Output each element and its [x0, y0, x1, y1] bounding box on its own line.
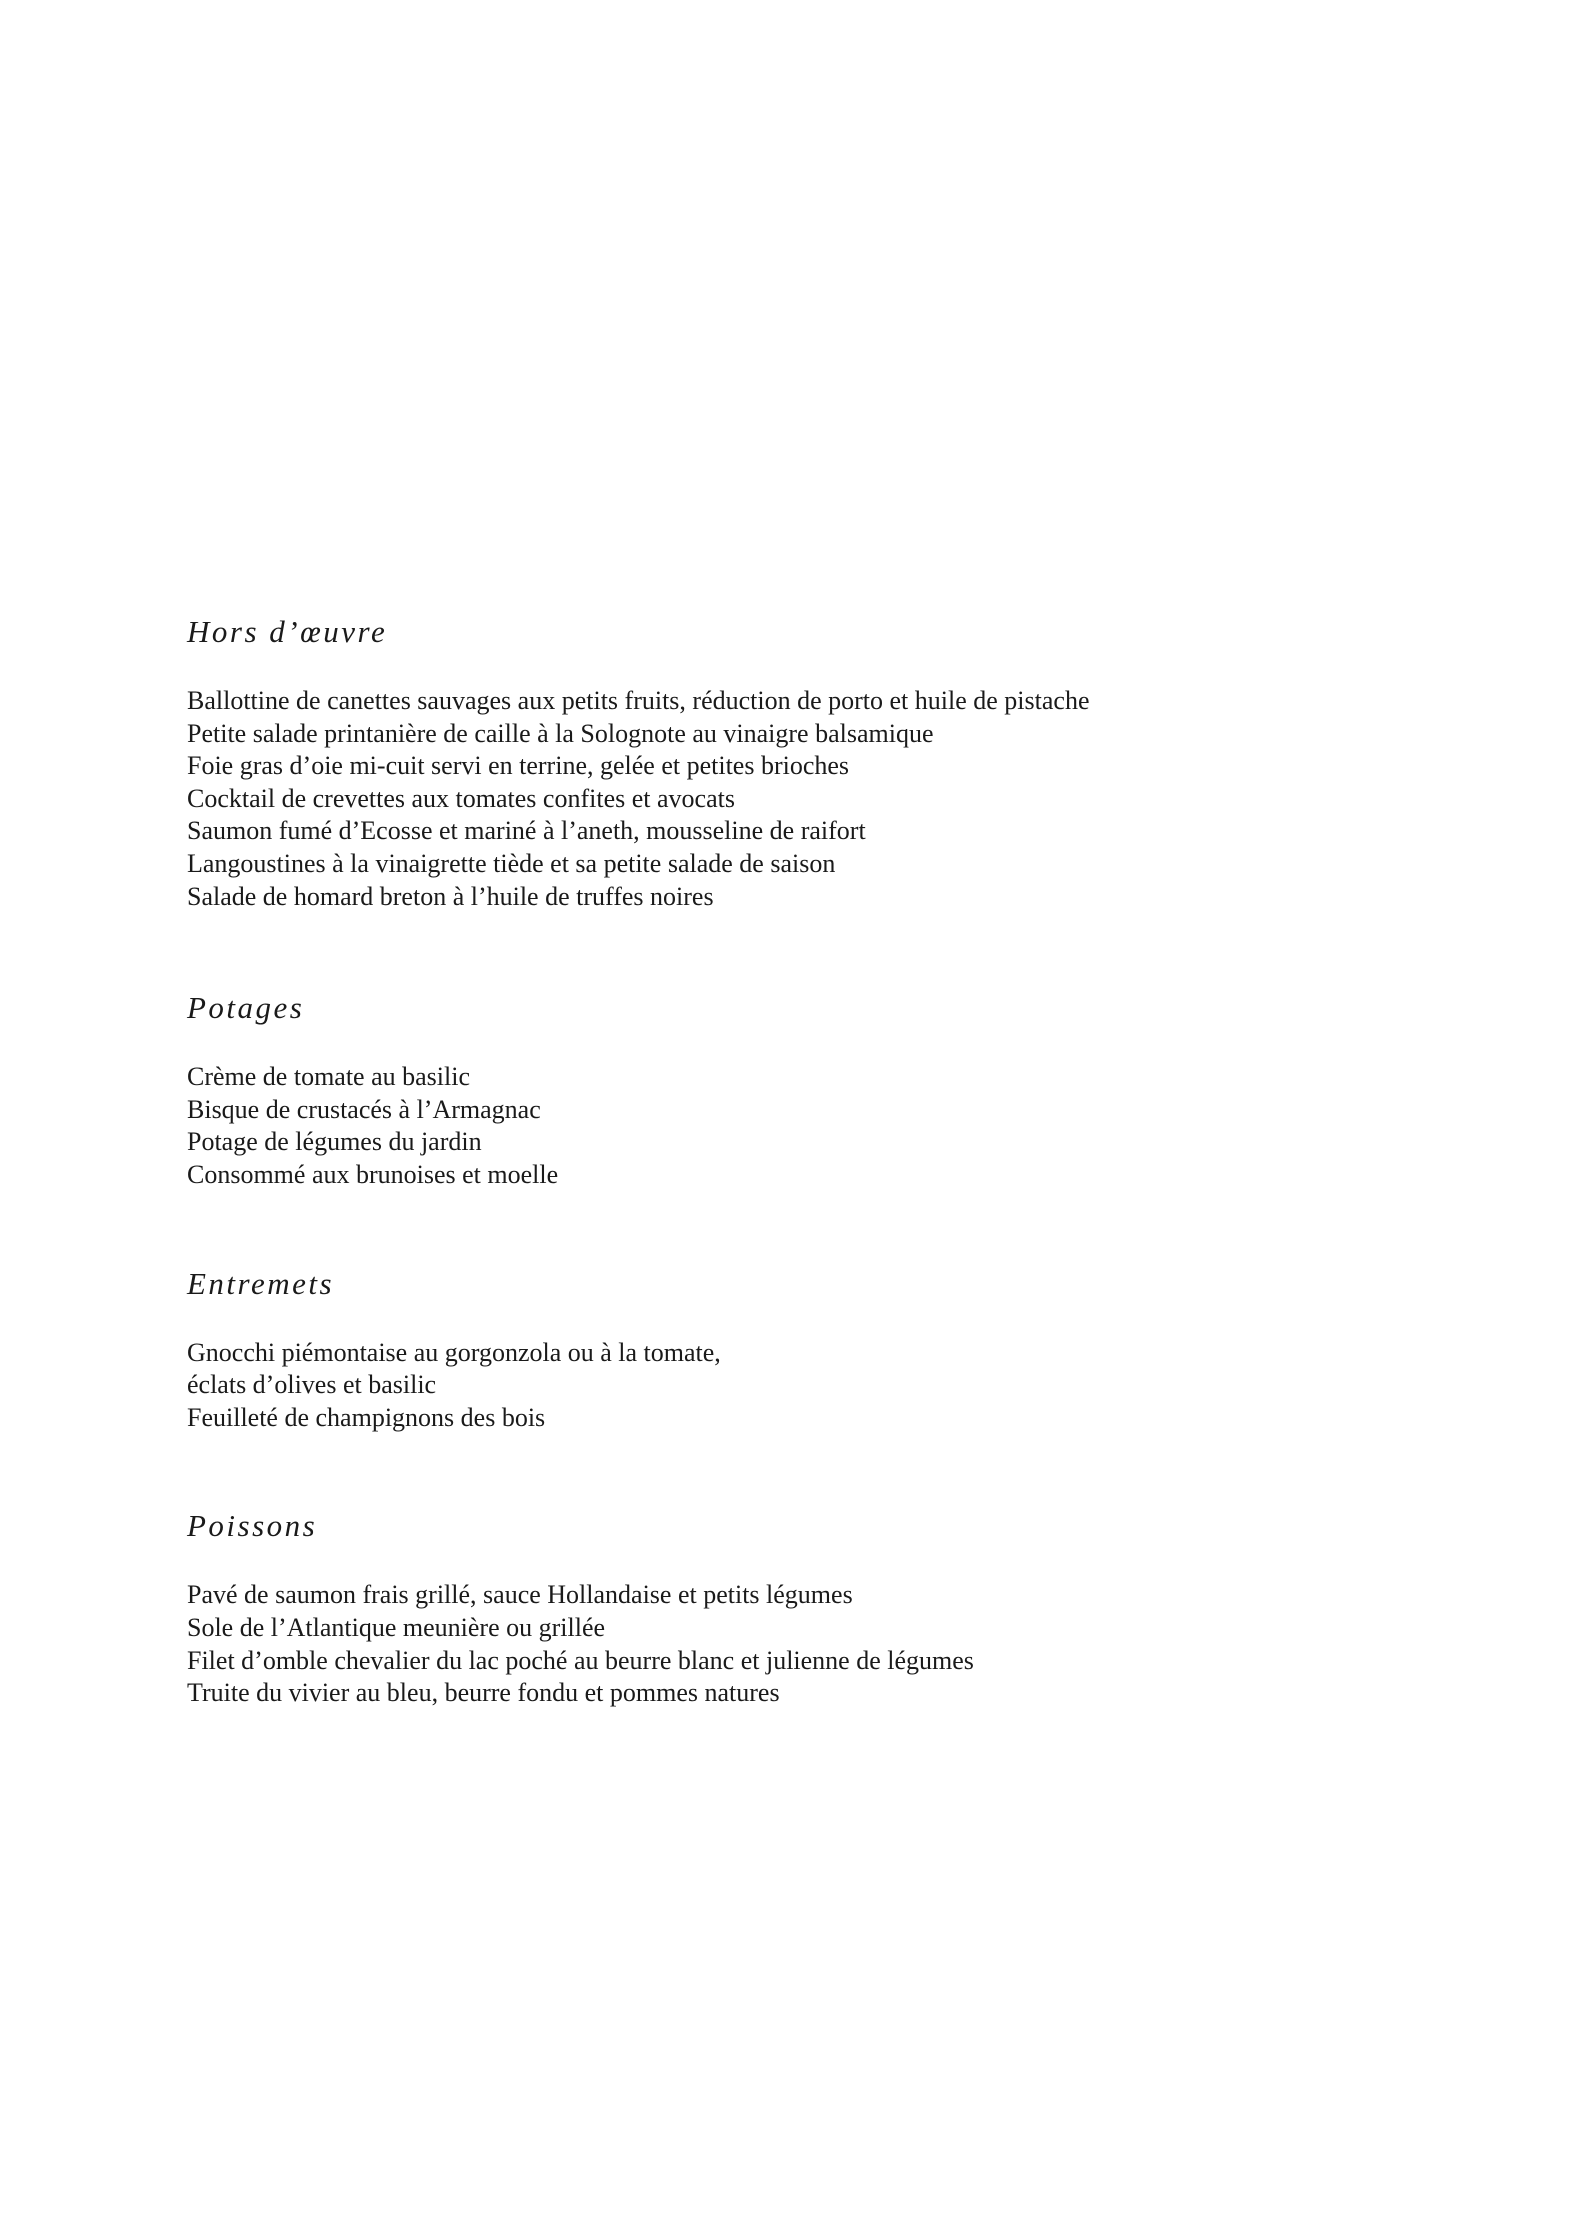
menu-item: Sole de l’Atlantique meunière ou grillée: [187, 1612, 606, 1642]
menu-item: Pavé de saumon frais grillé, sauce Hollandaise et petits légumes: [187, 1580, 853, 1610]
item-list: [187, 685, 1387, 913]
item-list: [187, 1061, 1387, 1191]
menu-item: Potage de légumes du jardin: [187, 1127, 482, 1157]
section-entremets: [187, 1264, 1387, 1435]
section-poissons: [187, 1506, 1387, 1709]
section-title: Hors d’œuvre: [187, 614, 388, 649]
item-list: [187, 1337, 1387, 1435]
menu-item: Gnocchi piémontaise au gorgonzola ou à la tomate,: [187, 1337, 721, 1367]
menu-item: Truite du vivier au bleu, beurre fondu et pommes natures: [187, 1678, 780, 1708]
section-potages: [187, 988, 1387, 1191]
menu-item: Petite salade printanière de caille à la Solognote au vinaigre balsamique: [187, 718, 934, 748]
section-title: Entremets: [187, 1265, 335, 1301]
menu-item: Saumon fumé d’Ecosse et mariné à l’aneth, mousseline de raifort: [187, 816, 866, 846]
menu-item: Ballottine de canettes sauvages aux petits fruits, réduction de porto et huile de pistache: [187, 686, 1090, 715]
section-hors-doeuvre: [187, 612, 1387, 913]
menu-item: Bisque de crustacés à l’Armagnac: [187, 1094, 541, 1124]
menu-item: Salade de homard breton à l’huile de truffes noires: [187, 881, 714, 911]
section-title: Poissons: [187, 1508, 318, 1544]
menu-item: Cocktail de crevettes aux tomates confites et avocats: [187, 783, 735, 813]
menu-item: Feuilleté de champignons des bois: [187, 1402, 546, 1432]
menu-item: Filet d’omble chevalier du lac poché au beurre blanc et julienne de légumes: [187, 1645, 974, 1675]
menu-item: Crème de tomate au basilic: [187, 1062, 471, 1092]
menu-content: [187, 612, 1387, 1710]
item-list: [187, 1579, 1387, 1709]
menu-item: éclats d’olives et basilic: [187, 1370, 437, 1400]
menu-item: Consommé aux brunoises et moelle: [187, 1159, 559, 1189]
section-title: Potages: [187, 990, 305, 1026]
menu-item: Langoustines à la vinaigrette tiède et sa petite salade de saison: [187, 848, 836, 878]
menu-item: Foie gras d’oie mi-cuit servi en terrine, gelée et petites brioches: [187, 751, 850, 781]
